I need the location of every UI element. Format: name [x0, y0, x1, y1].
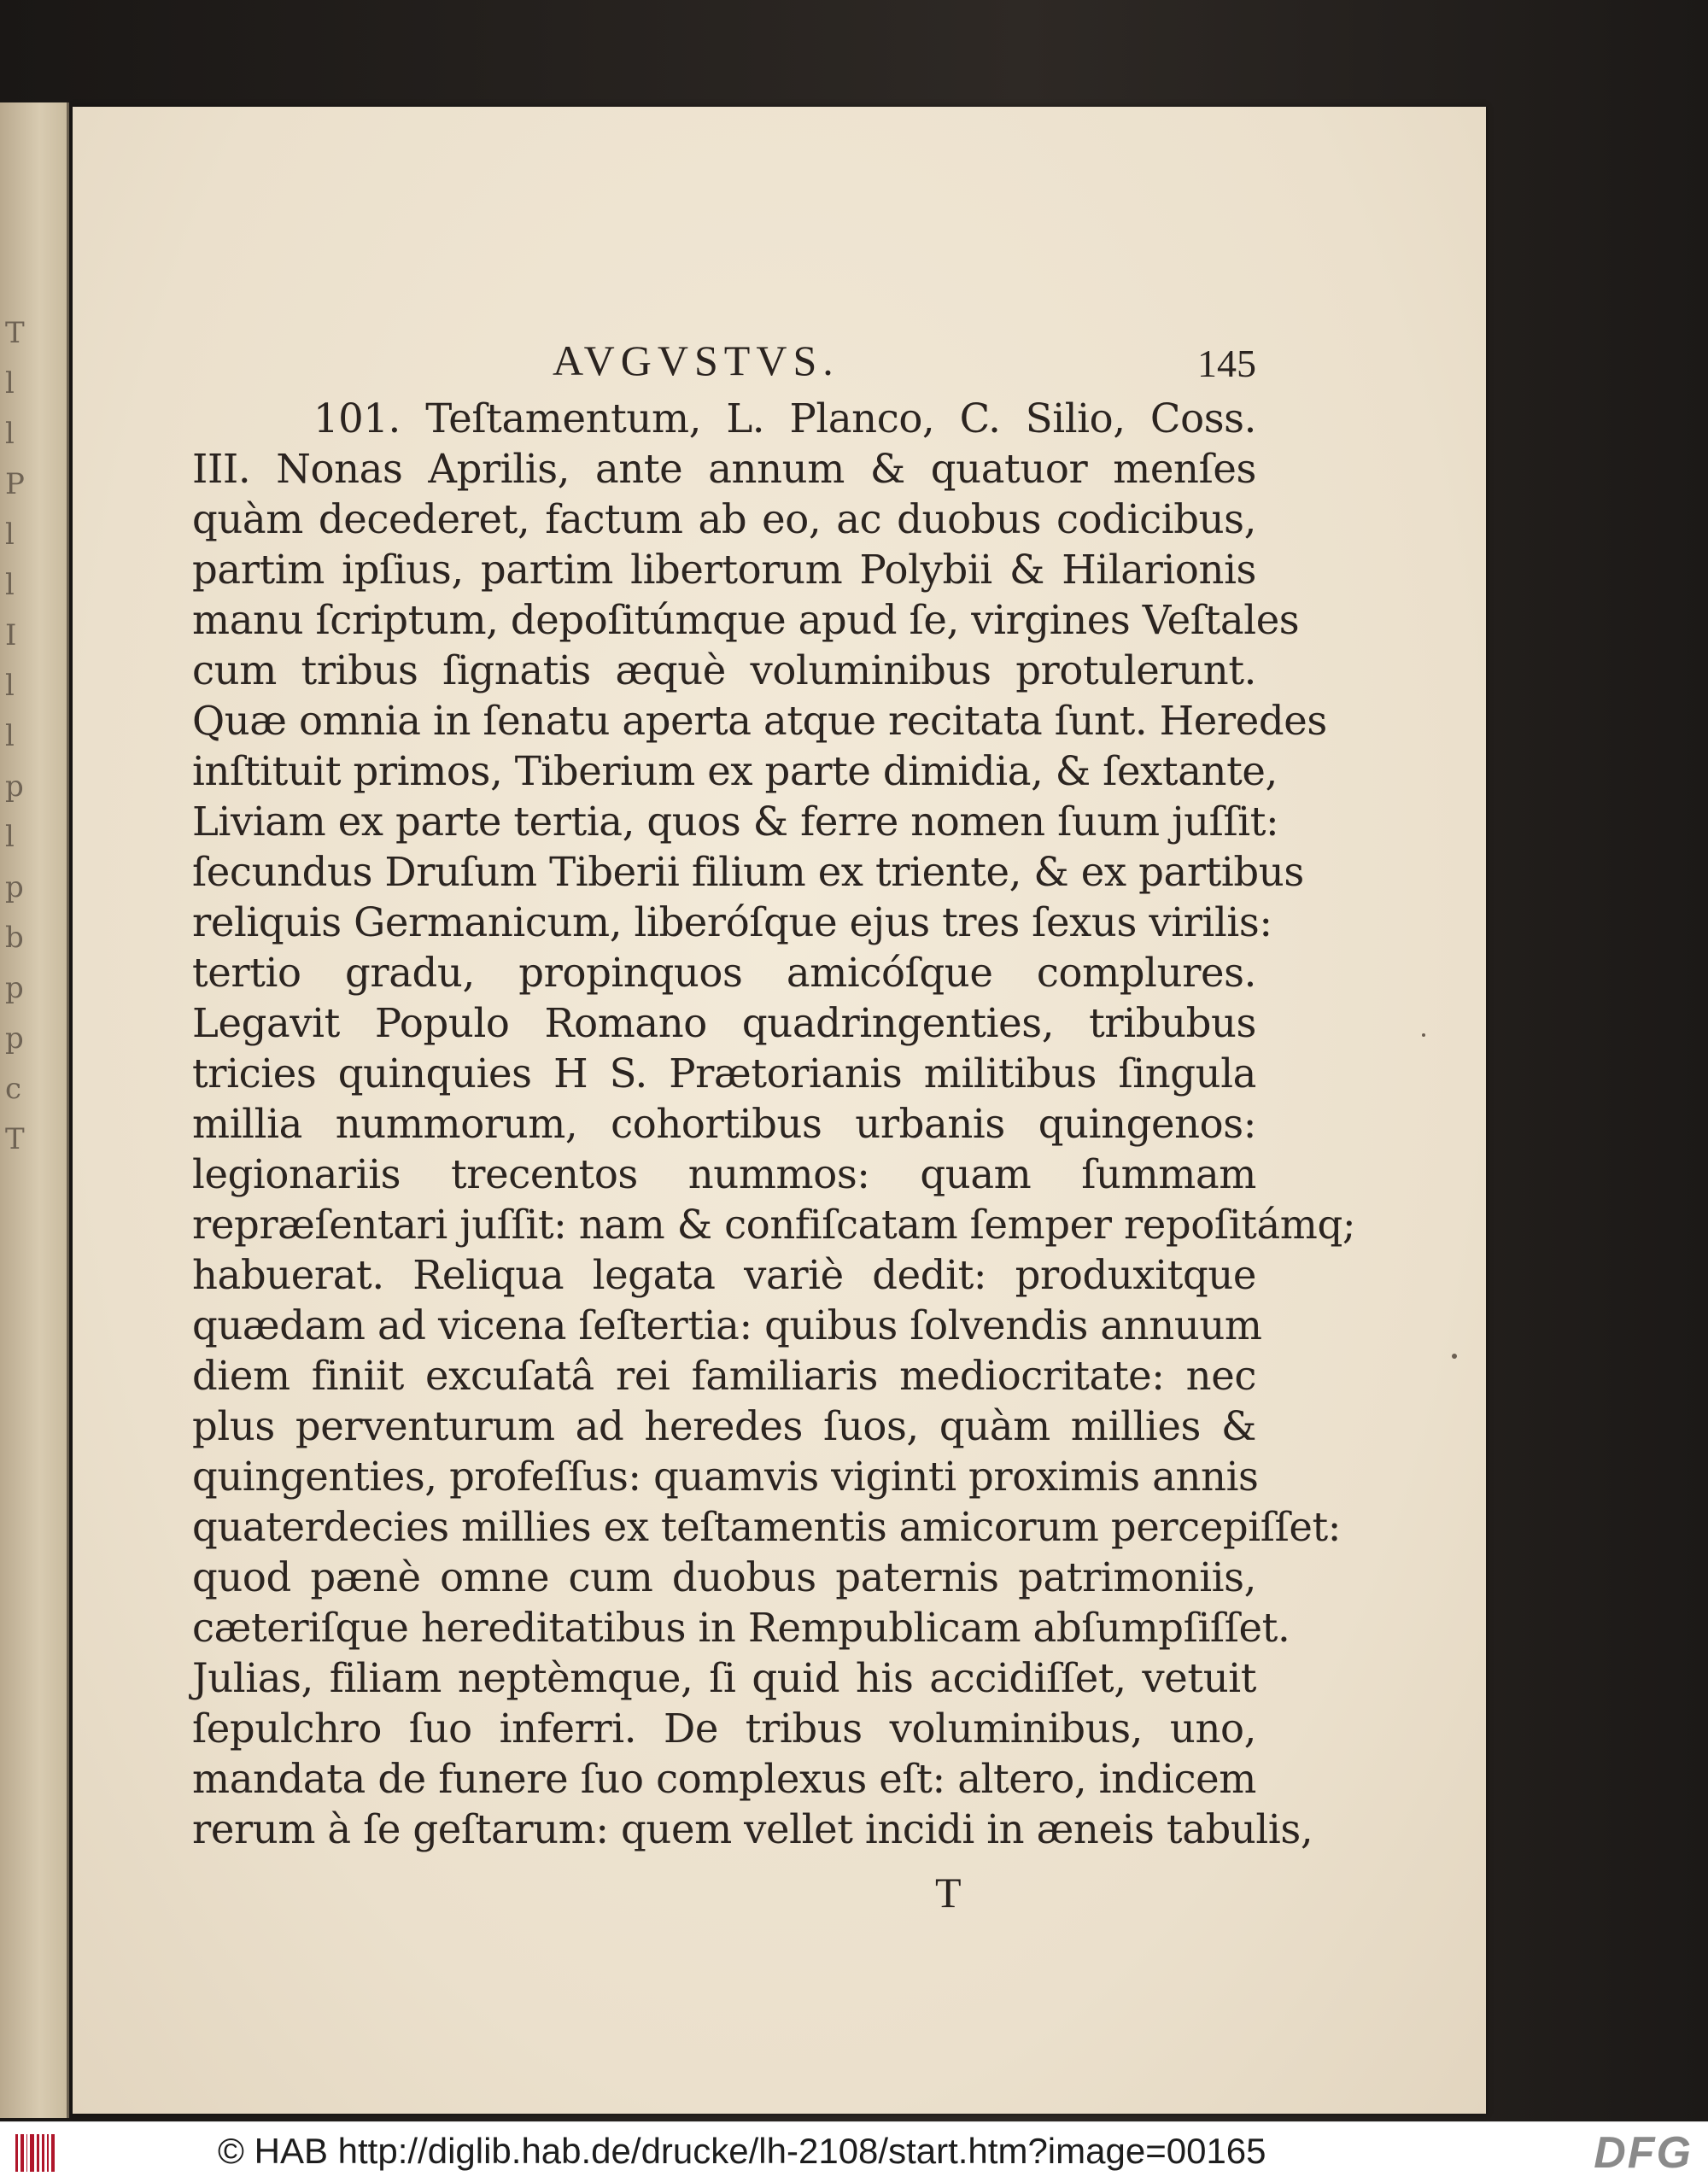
- text-line: quàm decederet, factum ab eo, ac duobus codicibus,: [192, 496, 1256, 542]
- adjacent-page-glyph: T: [5, 1122, 25, 1156]
- catchword: T: [935, 1869, 962, 1916]
- paper-speck: [1422, 1033, 1425, 1037]
- text-line: mandata de funere ſuo complexus eſt: altero, indicem: [192, 1756, 1256, 1802]
- text-line: ſepulchro ſuo inferri. De tribus voluminibus, uno,: [192, 1705, 1256, 1752]
- page-number: 145: [1197, 342, 1256, 385]
- viewer-footer: [0, 2121, 1708, 2182]
- adjacent-page-glyph: l: [5, 366, 15, 401]
- adjacent-page-glyph: l: [5, 518, 15, 552]
- adjacent-page-glyph: I: [5, 618, 17, 652]
- page-text-block: [192, 336, 1356, 1855]
- adjacent-page-glyph: P: [5, 467, 25, 501]
- body-text: [192, 394, 1356, 1855]
- adjacent-page-glyph: l: [5, 568, 15, 602]
- text-line: quædam ad vicena ſeſtertia: quibus ſolvendis annuum: [192, 1302, 1262, 1348]
- text-line: quaterdecies millies ex teſtamentis amicorum percepiſſet:: [192, 1504, 1342, 1550]
- text-line: partim ipſius, partim libertorum Polybii & Hilarionis: [192, 547, 1256, 593]
- text-line: Julias, filiam neptèmque, ſi quid his accidiſſet, vetuit: [192, 1655, 1256, 1701]
- text-line: reliquis Germanicum, liberóſque ejus tres ſexus virilis:: [192, 899, 1272, 945]
- copyright-link[interactable]: © HAB http://diglib.hab.de/drucke/lh-2108/start.htm?image=00165: [218, 2131, 1266, 2171]
- text-line: quingenties, profeſſus: quamvis viginti proximis annis: [192, 1454, 1259, 1500]
- running-title: AVGVSTVS.: [553, 336, 839, 384]
- text-line: cæteriſque hereditatibus in Rempublicam abſumpſiſſet.: [192, 1605, 1290, 1651]
- text-line: III. Nonas Aprilis, ante annum & quatuor menſes: [192, 446, 1256, 492]
- adjacent-page-glyph: p: [5, 1021, 24, 1056]
- adjacent-page-glyph: p: [5, 870, 24, 904]
- dfg-logo: DFG: [1594, 2128, 1693, 2178]
- text-line: Quæ omnia in ſenatu aperta atque recitata ſunt. Heredes: [192, 698, 1327, 744]
- text-line: Liviam ex parte tertia, quos & ferre nomen ſuum juſſit:: [192, 799, 1279, 845]
- adjacent-page-glyph: l: [5, 669, 15, 703]
- book-page: [73, 107, 1486, 2114]
- adjacent-page-glyph: l: [5, 719, 15, 753]
- text-line: Legavit Populo Romano quadringenties, tribubus: [192, 1000, 1256, 1046]
- adjacent-page-edge: [0, 102, 69, 2118]
- adjacent-page-glyph: l: [5, 820, 15, 854]
- adjacent-page-glyph: c: [5, 1072, 22, 1106]
- text-line: millia nummorum, cohortibus urbanis quingenos:: [192, 1101, 1256, 1147]
- adjacent-page-glyph: T: [5, 316, 25, 350]
- adjacent-page-glyph: p: [5, 971, 24, 1005]
- hab-barcode-logo: [15, 2134, 55, 2172]
- text-line: diem finiit excuſatâ rei familiaris mediocritate: nec: [192, 1353, 1256, 1399]
- adjacent-page-glyph: l: [5, 417, 15, 451]
- text-line: tertio gradu, propinquos amicóſque complures.: [192, 950, 1256, 996]
- text-line: quod pænè omne cum duobus paternis patrimoniis,: [192, 1554, 1256, 1600]
- text-line: manu ſcriptum, depoſitúmque apud ſe, virgines Veſtales: [192, 597, 1300, 643]
- text-line: rerum à ſe geſtarum: quem vellet incidi in æneis tabulis,: [192, 1806, 1313, 1852]
- text-line: repræſentari juſſit: nam & confiſcatam ſemper repoſitámq;: [192, 1202, 1356, 1248]
- paper-speck: [1452, 1354, 1457, 1359]
- adjacent-page-glyph: p: [5, 769, 24, 804]
- text-line: legionariis trecentos nummos: quam ſummam: [192, 1151, 1256, 1197]
- text-line: inſtituit primos, Tiberium ex parte dimidia, & ſextante,: [192, 748, 1278, 794]
- running-header: [192, 336, 1256, 394]
- adjacent-page-glyph: b: [5, 921, 24, 955]
- text-line: ſecundus Druſum Tiberii filium ex triente, & ex partibus: [192, 849, 1304, 895]
- text-line: cum tribus ſignatis æquè voluminibus protulerunt.: [192, 647, 1256, 693]
- text-line: habuerat. Reliqua legata variè dedit: produxitque: [192, 1252, 1256, 1298]
- text-line: tricies quinquies H S. Prætorianis militibus ſingula: [192, 1050, 1256, 1097]
- text-line: 101. Teſtamentum, L. Planco, C. Silio, Coss.: [313, 395, 1256, 442]
- text-line: plus perventurum ad heredes ſuos, quàm millies &: [192, 1403, 1256, 1449]
